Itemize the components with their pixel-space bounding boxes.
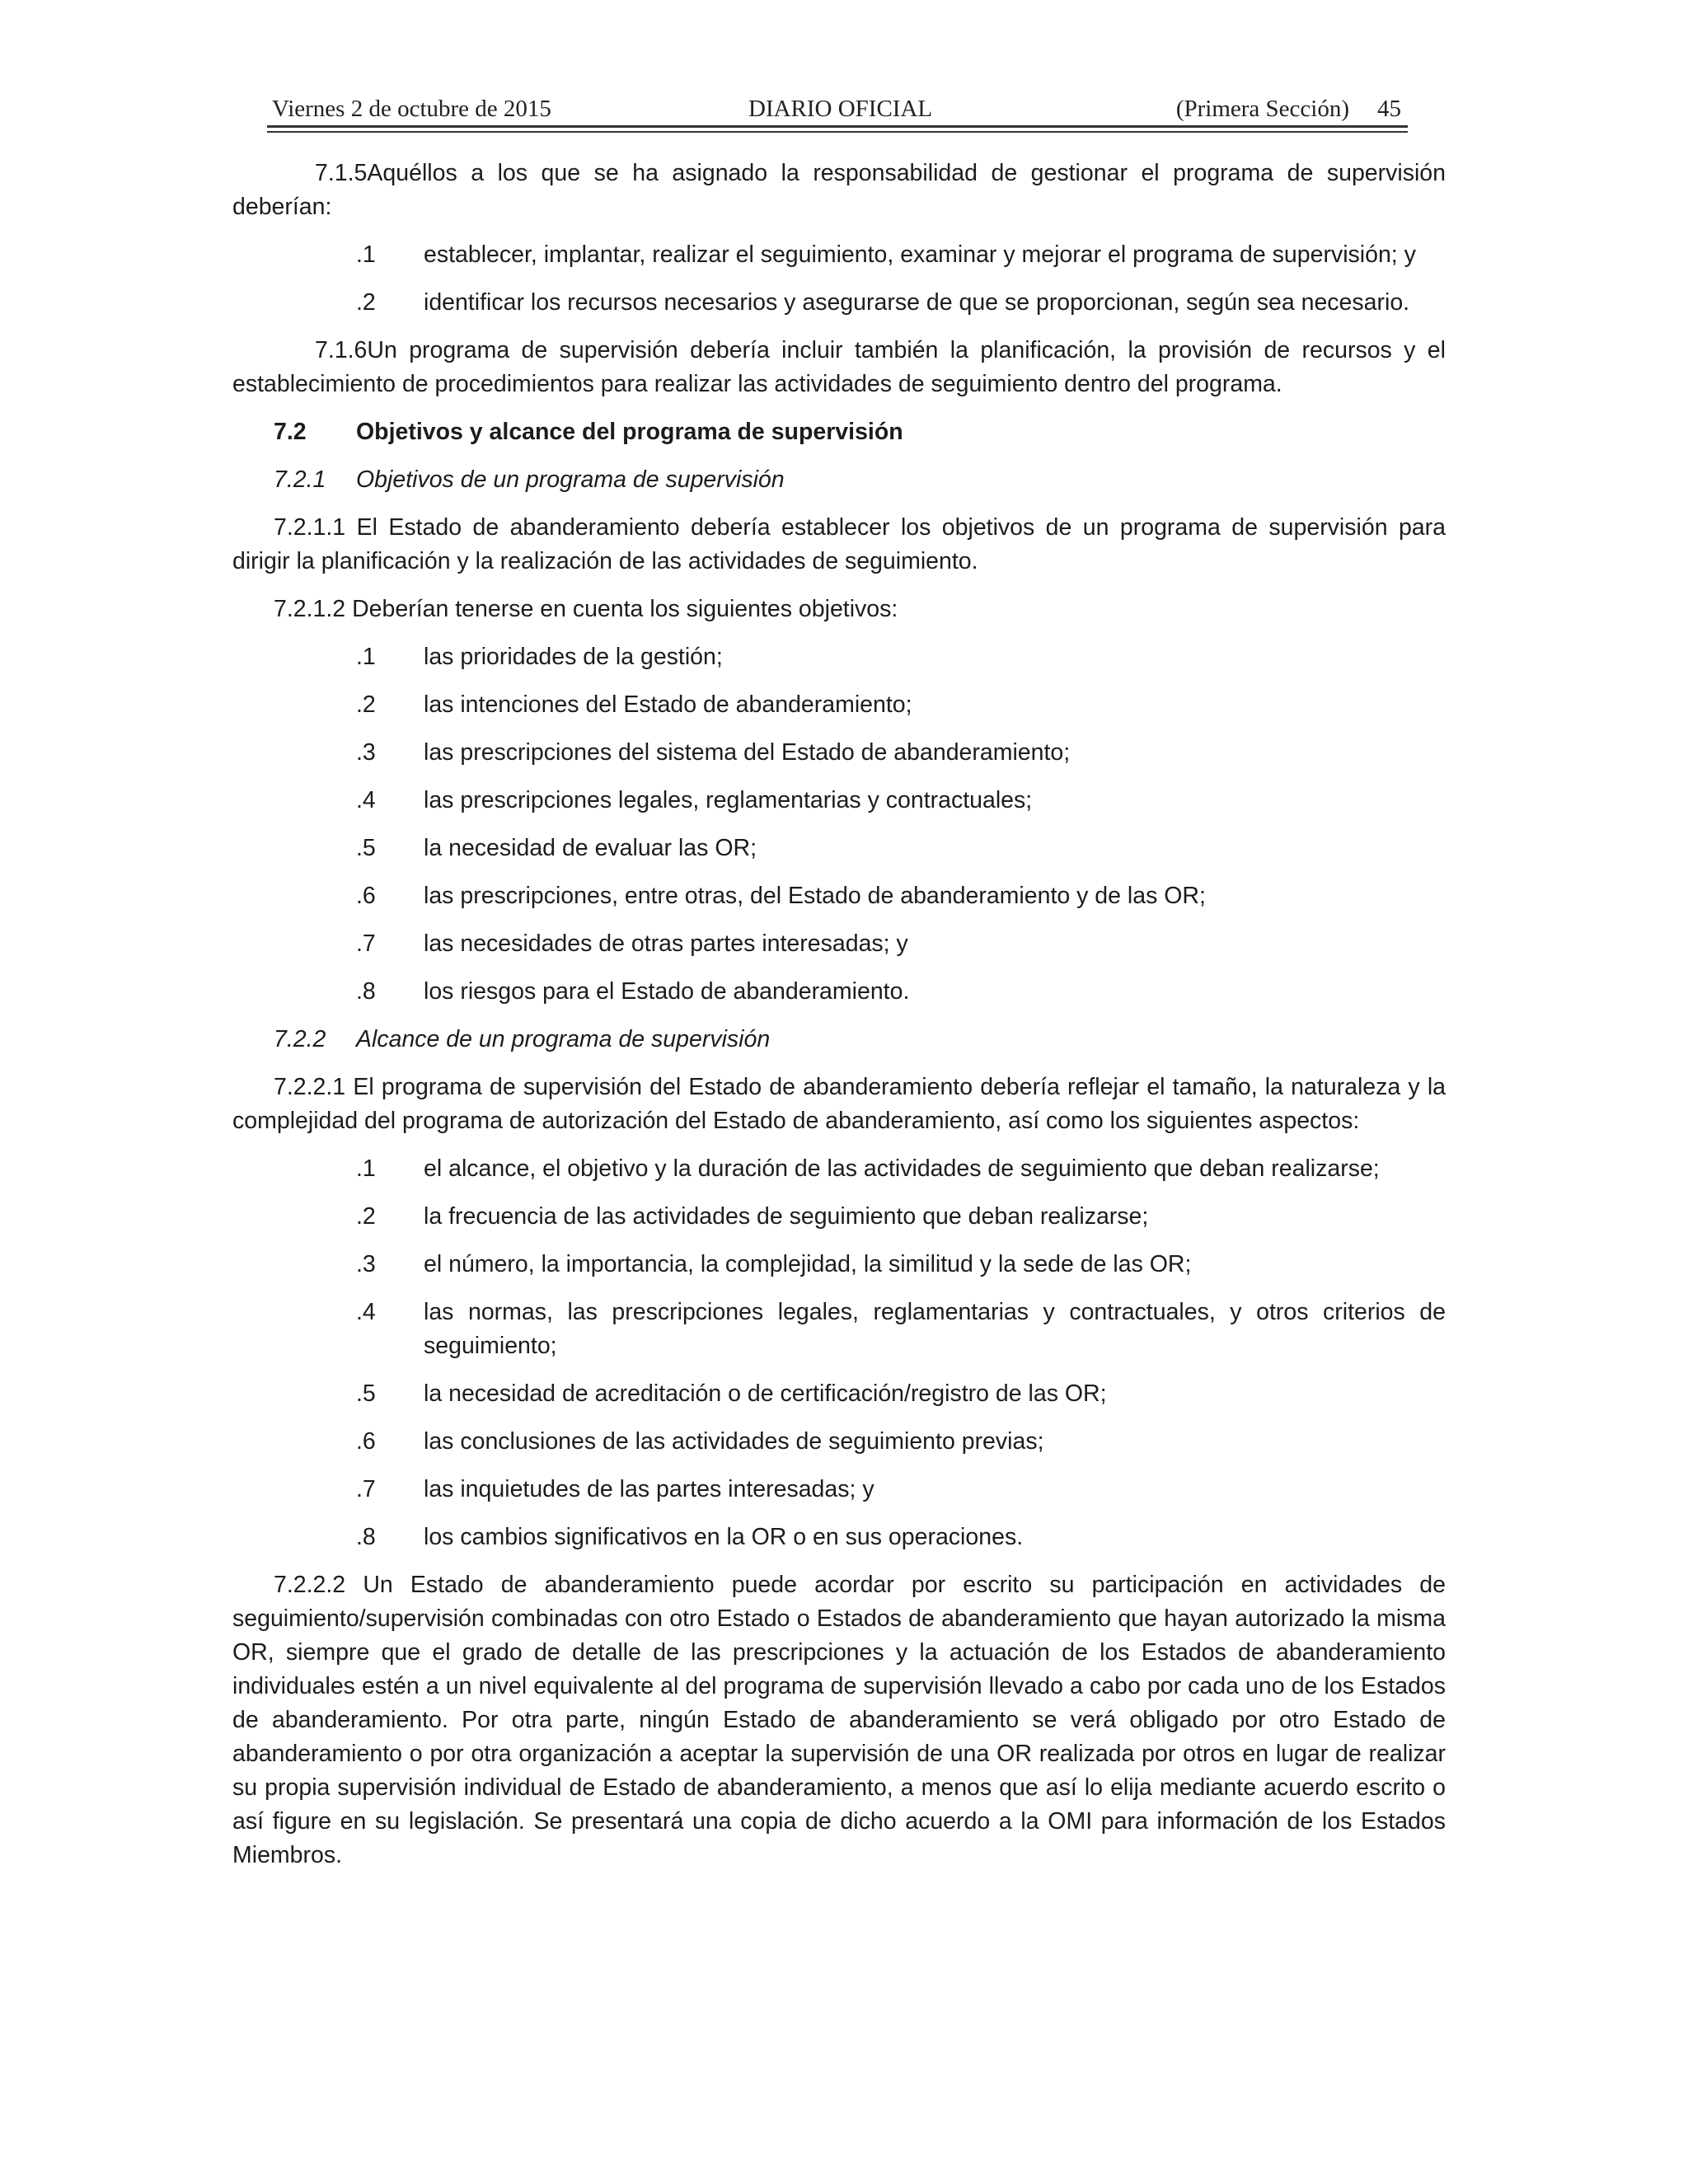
paragraph-number: 7.2.2.1: [274, 1074, 346, 1100]
list-item-number: .4: [356, 787, 376, 813]
paragraph-text: El programa de supervisión del Estado de abanderamiento debería reflejar el tamaño, la naturaleza y la complejidad del programa de autorización del Estado de abanderamiento, así como los siguientes aspectos:: [232, 1074, 1446, 1134]
list-item: [232, 688, 1446, 722]
list-item: [232, 927, 1446, 961]
heading-number: 7.2.1: [274, 466, 326, 493]
list-item: [232, 1473, 1446, 1507]
paragraph-7-2-2-1: [232, 1071, 1446, 1138]
header-publication: DIARIO OFICIAL: [748, 96, 933, 122]
paragraph-7-2-1-2: [232, 593, 1446, 626]
list-item-text: las prescripciones, entre otras, del Estado de abanderamiento y de las OR;: [424, 883, 1206, 909]
list-item-text: las inquietudes de las partes interesadas; y: [424, 1476, 874, 1502]
list-item-text: el número, la importancia, la complejidad, la similitud y la sede de las OR;: [424, 1251, 1192, 1277]
list-item: [232, 1200, 1446, 1234]
paragraph-7-1-5: [232, 157, 1446, 224]
list-item-text: el alcance, el objetivo y la duración de las actividades de seguimiento que deban realizarse;: [424, 1155, 1380, 1182]
list-item: [232, 784, 1446, 818]
list-item: [232, 975, 1446, 1009]
list-item: [232, 879, 1446, 913]
list-item: [232, 640, 1446, 674]
paragraph-text: El Estado de abanderamiento debería establecer los objetivos de un programa de supervisión para dirigir la planificación y la realización de las actividades de seguimiento.: [232, 514, 1446, 574]
paragraph-number: 7.2.1.1: [274, 514, 346, 541]
list-item-text: las necesidades de otras partes interesadas; y: [424, 930, 908, 957]
list-item-number: .2: [356, 691, 376, 718]
paragraph-7-2-2-2: [232, 1568, 1446, 1872]
list-item-text: las normas, las prescripciones legales, reglamentarias y contractuales, y otros criterios de seguimiento;: [424, 1299, 1446, 1359]
list-item-number: .1: [356, 1155, 376, 1182]
list-item-text: las intenciones del Estado de abanderamiento;: [424, 691, 912, 718]
paragraph-number: 7.2.1.2: [274, 596, 346, 622]
list-item-text: la necesidad de evaluar las OR;: [424, 835, 757, 861]
list-item-text: las conclusiones de las actividades de seguimiento previas;: [424, 1428, 1044, 1455]
list-item-number: .6: [356, 1428, 376, 1455]
list-item-text: las prioridades de la gestión;: [424, 644, 723, 670]
list-item-number: .1: [356, 241, 376, 268]
header-date: Viernes 2 de octubre de 2015: [272, 96, 551, 122]
list-item-number: .3: [356, 739, 376, 766]
list-item-text: las prescripciones legales, reglamentarias y contractuales;: [424, 787, 1033, 813]
list-item-text: identificar los recursos necesarios y asegurarse de que se proporcionan, según sea necesario.: [424, 289, 1410, 316]
list-item-number: .2: [356, 289, 376, 316]
list-item: [232, 1521, 1446, 1554]
header-section-page: [1176, 96, 1401, 123]
list-item-text: los cambios significativos en la OR o en sus operaciones.: [424, 1524, 1024, 1550]
list-item: [232, 1248, 1446, 1282]
list-item: [232, 1152, 1446, 1186]
heading-number: 7.2.2: [274, 1026, 326, 1052]
list-item-number: .5: [356, 835, 376, 861]
header-rule-top: [267, 125, 1408, 128]
list-item-number: .2: [356, 1203, 376, 1230]
subsection-heading-7-2-1: [274, 463, 1446, 497]
list-item: [232, 736, 1446, 770]
paragraph-text: Un Estado de abanderamiento puede acordar por escrito su participación en actividades de seguimiento/supervisión combinadas con otro Estado o Estados de abanderamiento que hayan autorizado la misma OR, siempre que el grado de detalle de las prescripciones y la actuación de los Estados de abanderamiento individuales estén a un nivel equivalente al del programa de supervisión llevado a cabo por cada uno de los Estados de abanderamiento. Por otra parte, ningún Estado de abanderamiento se verá obligado por otro Estado de abanderamiento o por otra organización a aceptar la supervisión de una OR realizada por otros en lugar de realizar su propia supervisión individual de Estado de abanderamiento, a menos que así lo elija mediante acuerdo escrito o así figure en su legislación. Se presentará una copia de dicho acuerdo a la OMI para información de los Estados Miembros.: [232, 1572, 1446, 1868]
heading-text: Objetivos de un programa de supervisión: [356, 466, 785, 493]
list-item-number: .6: [356, 883, 376, 909]
list-item-number: .3: [356, 1251, 376, 1277]
list-item: [232, 832, 1446, 865]
paragraph-text: Un programa de supervisión debería incluir también la planificación, la provisión de recursos y el establecimiento de procedimientos para realizar las actividades de seguimiento dentro del programa.: [232, 337, 1446, 397]
list-item: [232, 1296, 1446, 1363]
list-item: [232, 286, 1446, 320]
paragraph-text: Deberían tenerse en cuenta los siguientes objetivos:: [352, 596, 898, 622]
paragraph-7-1-6: [232, 334, 1446, 401]
paragraph-number: 7.2.2.2: [274, 1572, 346, 1598]
paragraph-text: Aquéllos a los que se ha asignado la responsabilidad de gestionar el programa de supervisión deberían:: [232, 160, 1446, 220]
list-item-number: .1: [356, 644, 376, 670]
list-item-text: los riesgos para el Estado de abanderamiento.: [424, 978, 910, 1005]
section-heading-7-2: [274, 415, 1446, 449]
paragraph-number: 7.1.5: [315, 160, 368, 186]
header-section: (Primera Sección): [1175, 96, 1349, 122]
list-item-number: .7: [356, 1476, 376, 1502]
list-item-text: la necesidad de acreditación o de certificación/registro de las OR;: [424, 1380, 1107, 1407]
document-body: [232, 157, 1446, 1886]
header-page-number: 45: [1377, 96, 1401, 122]
heading-text: Alcance de un programa de supervisión: [356, 1026, 771, 1052]
list-item: [232, 238, 1446, 272]
subsection-heading-7-2-2: [274, 1023, 1446, 1057]
heading-text: Objetivos y alcance del programa de supervisión: [356, 419, 903, 445]
paragraph-number: 7.1.6: [315, 337, 368, 363]
page-header: [270, 92, 1404, 129]
header-rule-bottom: [267, 131, 1408, 133]
list-item-number: .4: [356, 1299, 376, 1325]
list-item-number: .7: [356, 930, 376, 957]
list-item-text: establecer, implantar, realizar el seguimiento, examinar y mejorar el programa de supervisión; y: [424, 241, 1416, 268]
list-item-number: .5: [356, 1380, 376, 1407]
list-item: [232, 1425, 1446, 1459]
list-item-text: las prescripciones del sistema del Estado de abanderamiento;: [424, 739, 1071, 766]
paragraph-7-2-1-1: [232, 511, 1446, 579]
list-item: [232, 1377, 1446, 1411]
list-item-text: la frecuencia de las actividades de seguimiento que deban realizarse;: [424, 1203, 1149, 1230]
list-item-number: .8: [356, 978, 376, 1005]
list-item-number: .8: [356, 1524, 376, 1550]
heading-number: 7.2: [274, 419, 307, 445]
